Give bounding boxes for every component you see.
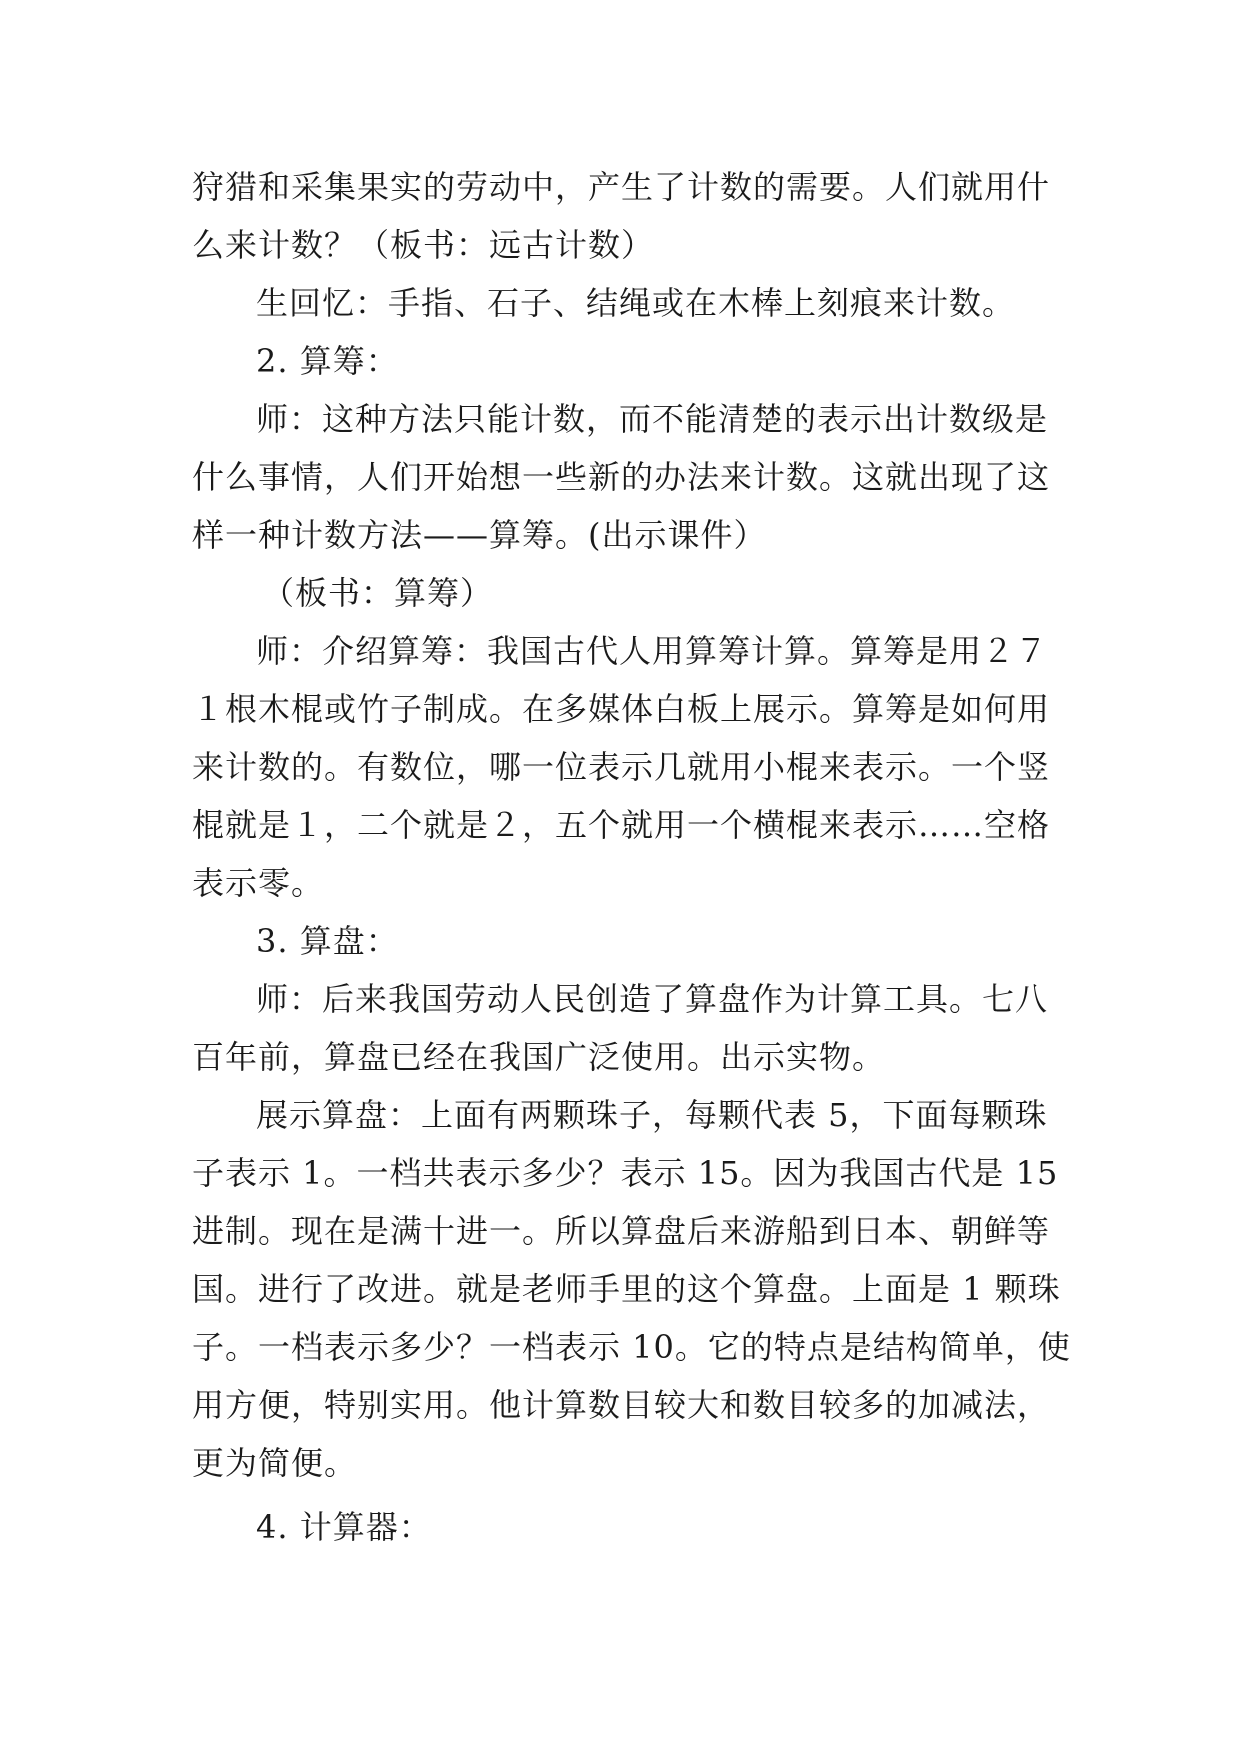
text-line: 子。一档表示多少？一档表示 10。它的特点是结构简单，使 xyxy=(192,1328,1071,1366)
text-line: 百年前，算盘已经在我国广泛使用。出示实物。 xyxy=(192,1038,886,1076)
section-heading: 2. 算筹： xyxy=(256,342,399,380)
section-heading: 3. 算盘： xyxy=(256,922,399,960)
text-line: 狩猎和采集果实的劳动中，产生了计数的需要。人们就用什 xyxy=(192,168,1051,206)
text-line: 师：后来我国劳动人民创造了算盘作为计算工具。七八 xyxy=(256,980,1049,1018)
text-line: 师：这种方法只能计数，而不能清楚的表示出计数级是 xyxy=(256,400,1049,438)
text-line: 子表示 1。一档共表示多少？表示 15。因为我国古代是 15 xyxy=(192,1154,1059,1192)
text-line: 国。进行了改进。就是老师手里的这个算盘。上面是 1 颗珠 xyxy=(192,1270,1061,1308)
text-line: 么来计数？（板书：远古计数） xyxy=(192,226,655,264)
text-line: １根木棍或竹子制成。在多媒体白板上展示。算筹是如何用 xyxy=(192,690,1051,728)
text-line: 进制。现在是满十进一。所以算盘后来游船到日本、朝鲜等 xyxy=(192,1212,1051,1250)
section-heading: 4. 计算器： xyxy=(256,1508,432,1546)
text-line: 表示零。 xyxy=(192,864,325,902)
text-line: （板书：算筹） xyxy=(262,574,494,612)
text-line: 来计数的。有数位，哪一位表示几就用小棍来表示。一个竖 xyxy=(192,748,1051,786)
text-line: 用方便，特别实用。他计算数目较大和数目较多的加减法， xyxy=(192,1386,1051,1424)
text-line: 师：介绍算筹：我国古代人用算筹计算。算筹是用２７ xyxy=(256,632,1049,670)
text-line: 什么事情，人们开始想一些新的办法来计数。这就出现了这 xyxy=(192,458,1051,496)
text-line: 更为简便。 xyxy=(192,1444,358,1482)
text-line: 生回忆：手指、石子、结绳或在木棒上刻痕来计数。 xyxy=(256,284,1016,322)
text-line: 展示算盘：上面有两颗珠子，每颗代表 5，下面每颗珠 xyxy=(256,1096,1048,1134)
text-line: 棍就是１，二个就是２，五个就用一个横棍来表示……空格 xyxy=(192,806,1051,844)
text-line: 样一种计数方法——算筹。(出示课件） xyxy=(192,516,767,554)
